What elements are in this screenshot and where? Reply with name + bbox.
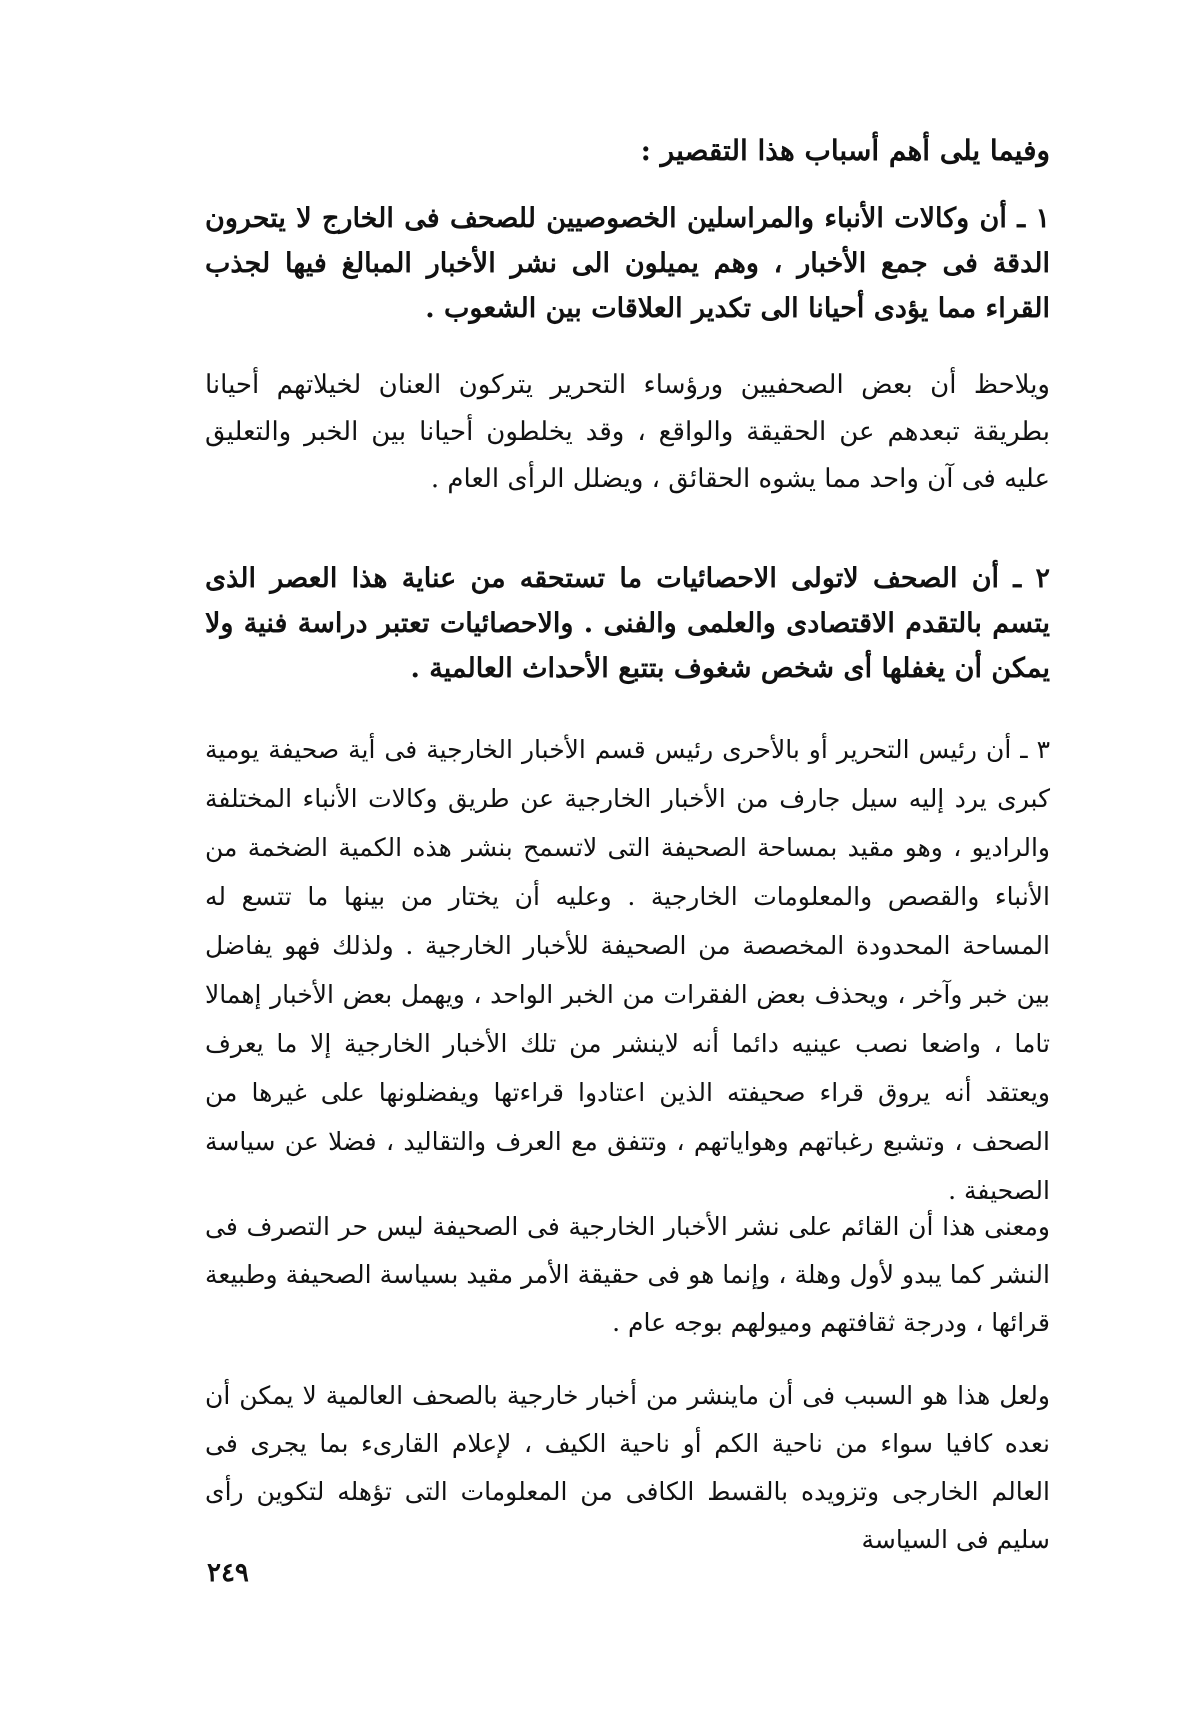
paragraph-3: ٢ ـ أن الصحف لاتولى الاحصائيات ما تستحقه من عناية هذا العصر الذى يتسم بالتقدم الاقتصادى والعلمى والفنى . والاحصائيات تعتبر دراسة فنية ولا يمكن أن يغفلها أى شخص شغوف بتتبع الأحداث العالمية . (205, 563, 1050, 684)
paragraph-6: ولعل هذا هو السبب فى أن ماينشر من أخبار خارجية بالصحف العالمية لا يمكن أن نعده كافيا سواء من ناحية الكم أو ناحية الكيف ، لإعلام القارىء بما يجرى فى العالم الخارجى وتزويده بالقسط الكافى من المعلومات التى تؤهله لتكوين رأى سليم فى السياسة (205, 1381, 1050, 1554)
paragraph-1: ١ ـ أن وكالات الأنباء والمراسلين الخصوصيين للصحف فى الخارج لا يتحرون الدقة فى جمع الأخبار ، وهم يميلون الى نشر الأخبار المبالغ فيها لجذب القراء مما يؤدى أحيانا الى تكدير العلاقات بين الشعوب . (205, 203, 1050, 324)
paragraph-5: ومعنى هذا أن القائم على نشر الأخبار الخارجية فى الصحيفة ليس حر التصرف فى النشر كما يبدو لأول وهلة ، وإنما هو فى حقيقة الأمر مقيد بسياسة الصحيفة وطبيعة قرائها ، ودرجة ثقافتهم وميولهم بوجه عام . (205, 1212, 1050, 1337)
paragraph-4: ٣ ـ أن رئيس التحرير أو بالأحرى رئيس قسم الأخبار الخارجية فى أية صحيفة يومية كبرى يرد إليه سيل جارف من الأخبار الخارجية عن طريق وكالات الأنباء المختلفة والراديو ، وهو مقيد بمساحة الصحيفة التى لاتسمح بنشر هذه الكمية الضخمة من الأنباء والقصص والمعلومات الخارجية . وعليه أن يختار من بينها ما تتسع له المساحة المحدودة المخصصة من الصحيفة للأخبار الخارجية . ولذلك فهو يفاضل بين خبر وآخر ، ويحذف بعض الفقرات من الخبر الواحد ، ويهمل بعض الأخبار إهمالا تاما ، واضعا نصب عينيه دائما أنه لاينشر من تلك الأخبار الخارجية إلا ما يعرف ويعتقد أنه يروق قراء صحيفته الذين اعتادوا قراءتها ويفضلونها على غيرها من الصحف ، وتشبع رغباتهم وهواياتهم ، وتتفق مع العرف والتقاليد ، فضلا عن سياسة الصحيفة . (205, 735, 1050, 1205)
paragraph-2: ويلاحظ أن بعض الصحفيين ورؤساء التحرير يتركون العنان لخيلاتهم أحيانا بطريقة تبعدهم عن الحقيقة والواقع ، وقد يخلطون أحيانا بين الخبر والتعليق عليه فى آن واحد مما يشوه الحقائق ، ويضلل الرأى العام . (205, 370, 1050, 494)
intro-line: وفيما يلى أهم أسباب هذا التقصير : (640, 134, 1050, 167)
page-number: ٢٤٩ (207, 1558, 249, 1588)
